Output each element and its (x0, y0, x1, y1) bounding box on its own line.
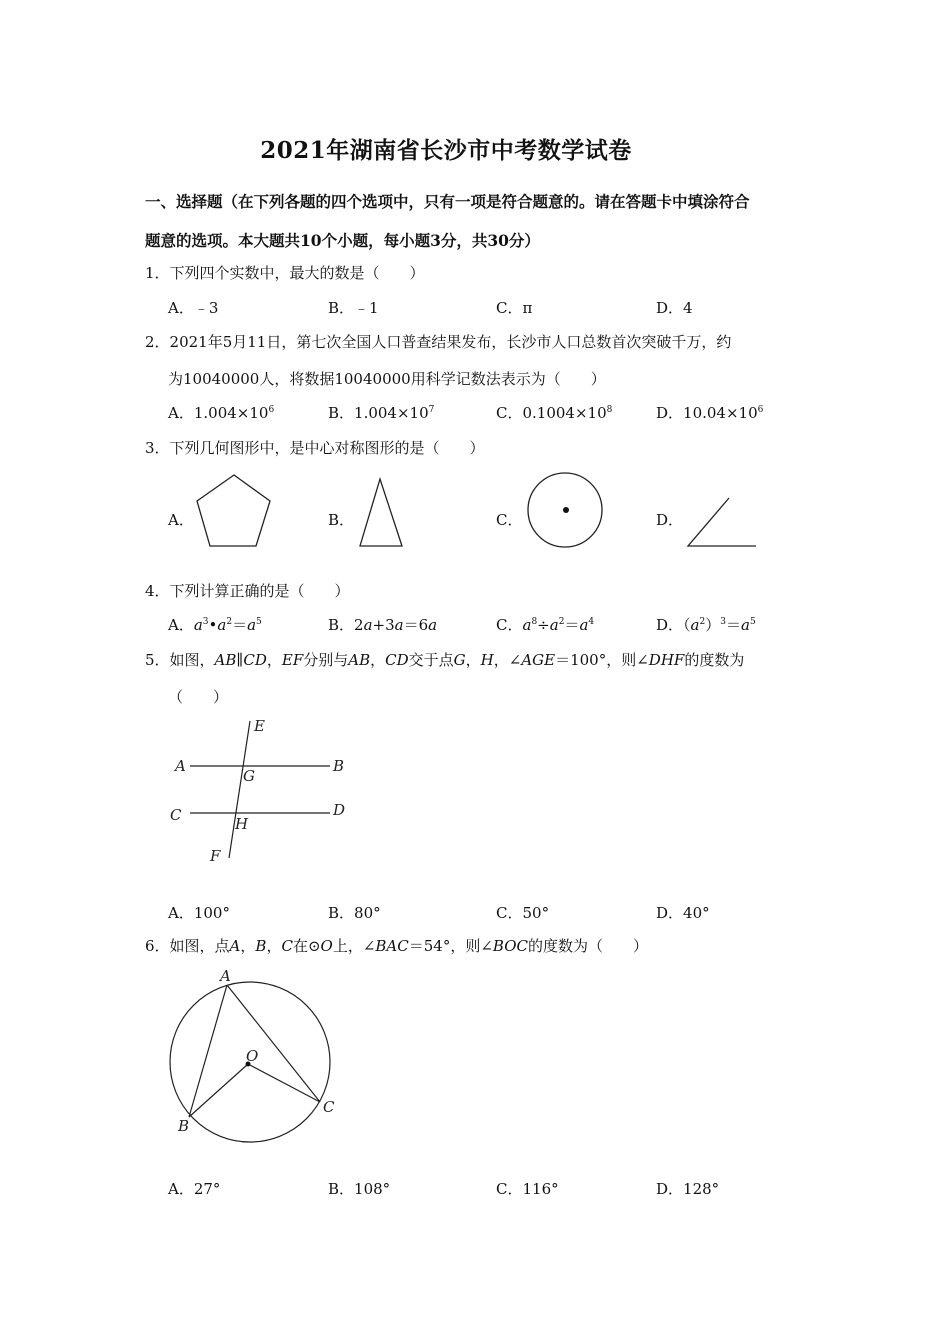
q2-stem-line2: 为10040000人，将数据10040000用科学记数法表示为（ ） (168, 370, 606, 388)
q5-option-b[interactable]: B．80° (328, 904, 381, 922)
label-c: C (170, 806, 182, 824)
q2-option-b[interactable]: B．$1.004\times 10^7$ (328, 404, 435, 422)
q6-option-a[interactable]: A．27° (168, 1180, 221, 1198)
label-b: B (178, 1117, 190, 1135)
q5-option-d[interactable]: D．40° (656, 904, 710, 922)
q3-stem: 3．下列几何图形中，是中心对称图形的是（ ） (145, 439, 485, 457)
label-d: D (333, 801, 346, 819)
label-e: E (254, 717, 265, 735)
q4-stem: 4．下列计算正确的是（ ） (145, 582, 350, 600)
q3-option-b-label[interactable]: B． (328, 511, 355, 529)
q2-option-a[interactable]: A．$1.004\times 10^6$ (168, 404, 275, 422)
q5-option-a[interactable]: A．100° (168, 904, 230, 922)
page-title: 2021年湖南省长沙市中考数学试卷 (260, 137, 632, 164)
q4-option-c[interactable]: C．$a^8\div a^2=a^4$ (496, 616, 595, 634)
q6-stem: 6．如图，点A，B，C在⊙O上，∠BAC＝54°，则∠BOC的度数为（ ） (145, 937, 648, 955)
radius-oc (248, 1064, 320, 1102)
label-a: A (220, 967, 231, 985)
q2-option-d[interactable]: D．$10.04\times 10^6$ (656, 404, 764, 422)
q5-option-c[interactable]: C．50° (496, 904, 550, 922)
section-header-line2: 题意的选项。本大题共10个小题，每小题3分，共30分） (145, 231, 540, 250)
q2-option-c[interactable]: C．$0.1004\times 10^8$ (496, 404, 613, 422)
label-o: O (246, 1047, 259, 1065)
label-g: G (243, 767, 255, 785)
q3-option-d-label[interactable]: D． (656, 511, 684, 529)
q1-option-c[interactable]: C．π (496, 299, 533, 317)
q5-stem: 5．如图，AB∥CD，EF分别与AB，CD交于点G，H，∠AGE＝100°，则∠DHF的度数为 (145, 651, 745, 669)
q1-option-d[interactable]: D．4 (656, 299, 693, 317)
label-a: A (175, 757, 186, 775)
q1-option-b[interactable]: B．﹣1 (328, 299, 379, 317)
label-h: H (235, 815, 249, 833)
chord-ac (227, 985, 320, 1102)
q4-option-d[interactable]: D．$(a^2)^3=a^5$ (656, 616, 756, 634)
q6-option-d[interactable]: D．128° (656, 1180, 720, 1198)
radius-ob (189, 1064, 248, 1117)
label-b: B (333, 757, 345, 775)
q6-option-b[interactable]: B．108° (328, 1180, 391, 1198)
q4-option-b[interactable]: B．2a+3a＝6a (328, 616, 438, 634)
q6-option-c[interactable]: C．116° (496, 1180, 559, 1198)
q5-stem-paren: （ ） (168, 688, 229, 706)
label-c: C (323, 1098, 335, 1116)
q3-option-c-label[interactable]: C． (496, 511, 523, 529)
q3-option-a-label[interactable]: A． (168, 511, 194, 529)
q4-option-a[interactable]: A．$a^3•a^2=a^5$ (168, 616, 262, 634)
q2-stem-line1: 2．2021年5月11日，第七次全国人口普查结果发布，长沙市人口总数首次突破千万，约 (145, 333, 732, 351)
section-header-line1: 一、选择题（在下列各题的四个选项中，只有一项是符合题意的。请在答题卡中填涂符合 (145, 192, 750, 211)
q1-stem: 1．下列四个实数中，最大的数是（ ） (145, 264, 425, 282)
label-f: F (210, 847, 221, 865)
q1-option-a[interactable]: A．﹣3 (168, 299, 219, 317)
